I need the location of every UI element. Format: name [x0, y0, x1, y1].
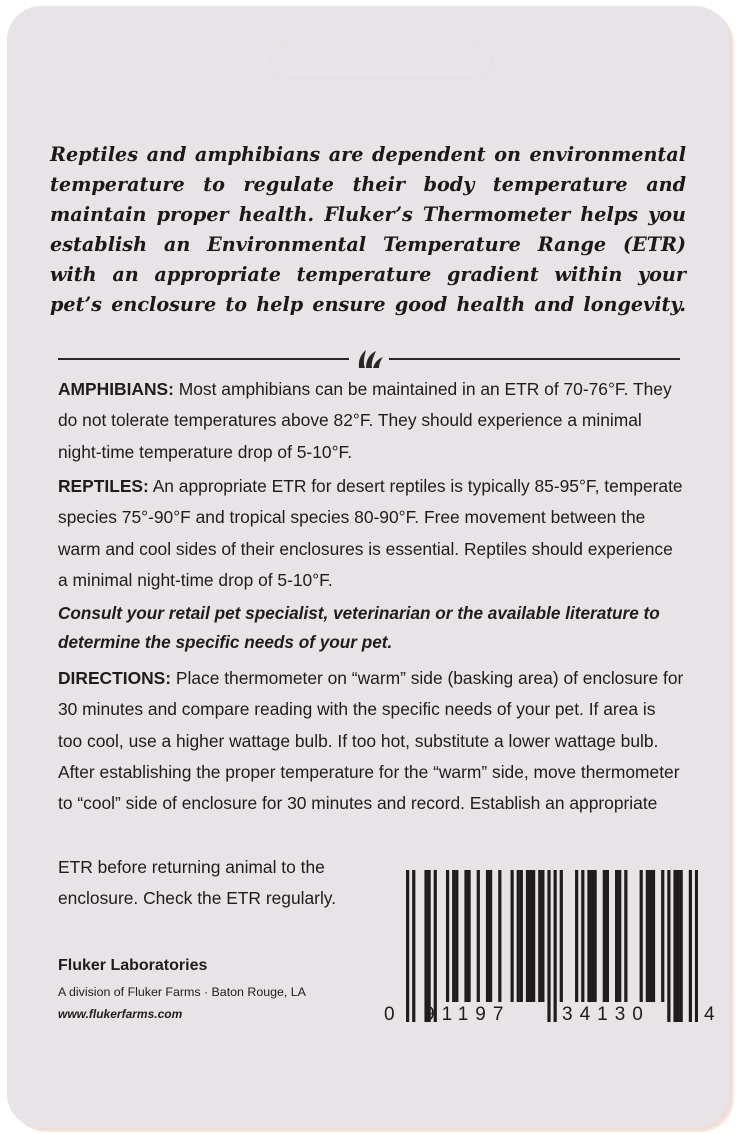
section-divider — [58, 348, 680, 370]
divider-rule-right — [389, 358, 680, 360]
amphibians-paragraph — [58, 374, 684, 468]
barcode-bar — [560, 870, 563, 1002]
barcode-bar — [446, 870, 449, 1002]
divider-rule-left — [58, 358, 349, 360]
barcode-bar — [428, 870, 431, 1022]
barcode-bar — [541, 870, 544, 1002]
barcode-bar — [673, 870, 676, 1022]
barcode-bar — [624, 870, 627, 1002]
barcode-bar — [511, 870, 514, 1002]
intro-paragraph: Reptiles and amphibians are dependent on environmental temperature to regulate their body temperature and maintain proper health. Fluker’s Thermometer helps you establish an Environmental Temperature Range (ETR) with an appropriate temperature gradient within your pet’s enclosure to help ensure good health and longevity. — [50, 143, 686, 316]
barcode-digit-last: 4 — [704, 1004, 715, 1025]
barcode-bar — [590, 870, 593, 1002]
directions-text: Place thermometer on “warm” side (basking area) of enclosure for 30 minutes and compare reading with the specific needs of your pet. If area is too cool, use a higher wattage bulb. If too hot, substitute a lower wattage bulb. After establishing the proper temperature for the “warm” side, move thermometer to “cool” side of enclosure for 30 minutes and record. Establish an appropriate — [58, 668, 684, 814]
barcode-bar — [498, 870, 501, 1002]
reptiles-text: An appropriate ETR for desert reptiles is typically 85-95°F, temperate species 75°-90°F and tropical species 80-90°F. Free movement between the warm and cool sides of their enclosures is essential. Reptiles should experience a minimal night-time drop of 5-10°F. — [58, 476, 683, 590]
barcode-bar — [646, 870, 649, 1002]
barcode-bar — [581, 870, 584, 1002]
directions-paragraph — [58, 663, 684, 819]
barcode-bar — [412, 870, 415, 1022]
barcode-bar — [554, 870, 557, 1022]
barcode-bar — [680, 870, 683, 1022]
barcode-bar — [455, 870, 458, 1002]
barcode-bar — [667, 870, 670, 1022]
company-division: A division of Fluker Farms · Baton Rouge, LA — [58, 985, 306, 999]
barcode — [382, 858, 718, 1038]
barcode-bar — [452, 870, 455, 1002]
barcode-bar — [532, 870, 535, 1002]
barcode-bar — [695, 870, 698, 1022]
reptiles-paragraph — [58, 471, 684, 596]
barcode-bar — [676, 870, 679, 1022]
barcode-bar — [575, 870, 578, 1002]
directions-tail: ETR before returning animal to the enclosure. Check the ETR regularly. — [58, 857, 337, 909]
barcode-bar — [649, 870, 652, 1002]
barcode-bar — [640, 870, 643, 1002]
barcode-bar — [486, 870, 489, 1002]
barcode-bar — [661, 870, 664, 1002]
barcode-bar — [424, 870, 427, 1022]
amphibians-text: Most amphibians can be maintained in an ETR of 70-76°F. They do not tolerate temperatures above 82°F. They should experience a minimal night-time temperature drop of 5-10°F. — [58, 379, 672, 462]
barcode-bar — [593, 870, 596, 1002]
reptiles-label: REPTILES: — [58, 476, 149, 496]
barcode-bar — [406, 870, 409, 1022]
barcode-bar — [689, 870, 692, 1022]
barcode-bar — [517, 870, 520, 1002]
consult-note: Consult your retail pet specialist, veterinarian or the available literature to determine the specific needs of your pet. — [58, 603, 660, 652]
barcode-bar — [603, 870, 606, 1002]
barcode-bar — [526, 870, 529, 1002]
barcode-bar — [434, 870, 437, 1022]
barcode-bar — [547, 870, 550, 1022]
barcode-bar — [467, 870, 470, 1002]
barcode-bar — [652, 870, 655, 1002]
amphibians-label: AMPHIBIANS: — [58, 379, 174, 399]
barcode-bar — [477, 870, 480, 1002]
barcode-bar — [587, 870, 590, 1002]
barcode-bar — [606, 870, 609, 1002]
barcode-bar — [464, 870, 467, 1002]
company-website: www.flukerfarms.com — [58, 1007, 183, 1021]
directions-label: DIRECTIONS: — [58, 668, 172, 688]
barcode-bar — [538, 870, 541, 1002]
barcode-digit-first: 0 — [384, 1004, 395, 1025]
barcode-right-group: 34130 — [562, 1004, 650, 1025]
barcode-bar — [615, 870, 618, 1002]
barcode-bar — [529, 870, 532, 1002]
barcode-bar — [520, 870, 523, 1002]
leaf-icon — [349, 348, 389, 370]
barcode-bar — [618, 870, 621, 1002]
barcode-bar — [489, 870, 492, 1002]
company-name: Fluker Laboratories — [58, 957, 208, 974]
barcode-left-group: 91197 — [424, 1004, 511, 1025]
hang-hole — [270, 44, 492, 80]
barcode-bars — [406, 870, 698, 1022]
